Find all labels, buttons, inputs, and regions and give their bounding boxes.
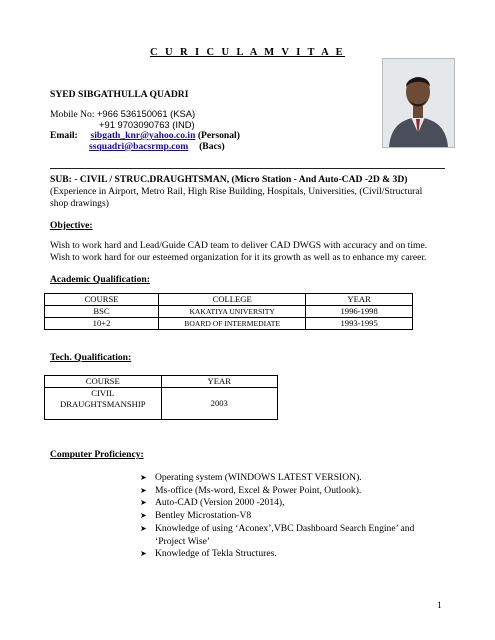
objective-heading: Objective:	[50, 220, 93, 231]
experience-text: (Experience in Airport, Metro Rail, High Rise Building, Hospitals, Universities, (Civil/Structural shop drawings)	[50, 186, 423, 209]
list-item-continuation: ‘Project Wise’	[155, 535, 211, 547]
list-item: ➤ Ms-office (Ms-word, Excel & Power Point, Outlook).	[140, 484, 362, 496]
profile-photo-image	[383, 59, 454, 147]
tech-header-course: COURSE	[45, 376, 162, 388]
list-item: ➤ Operating system (WINDOWS LATEST VERSION).	[140, 472, 362, 483]
objective-line-2: Wish to work hard for our esteemed organization for it its growth as well as to enhance my career.	[50, 252, 427, 263]
table-row	[45, 294, 413, 306]
email-personal-note: (Personal)	[197, 130, 240, 141]
mobile-number-ind: +91 9703090763 (IND)	[99, 119, 195, 130]
academic-cell-course: BSC	[45, 306, 159, 318]
email-line-2	[89, 141, 225, 153]
table-row	[45, 318, 413, 330]
list-item: ➤ Knowledge of using ‘Aconex’,VBC Dashboard Search Engine’ and	[140, 522, 415, 534]
arrow-bullet-icon: ➤	[140, 511, 147, 521]
computer-skill-list	[140, 472, 440, 561]
tech-heading: Tech. Qualification:	[50, 352, 132, 363]
academic-cell-course: 10+2	[45, 318, 159, 330]
email-bacs-link[interactable]: ssquadri@bacsrmp.com	[89, 141, 189, 152]
tech-header-year: YEAR	[161, 376, 278, 388]
academic-cell-college: KAKATIYA UNIVERSITY	[159, 306, 306, 318]
divider-line	[50, 168, 445, 169]
academic-heading: Academic Qualification:	[50, 274, 150, 285]
list-item: ➤ Knowledge of Tekla Structures.	[140, 548, 277, 560]
academic-header-year: YEAR	[306, 294, 413, 306]
email-label: Email:	[50, 130, 78, 141]
arrow-bullet-icon: ➤	[140, 473, 147, 482]
arrow-bullet-icon: ➤	[140, 523, 147, 533]
subject-line: SUB: - CIVIL / STRUC.DRAUGHTSMAN, (Micro Station - And Auto-CAD -2D & 3D)	[50, 174, 408, 185]
email-bacs-note: (Bacs)	[199, 141, 225, 152]
objective-line-1: Wish to work hard and Lead/Guide CAD team to deliver CAD DWGS with accuracy and on time.	[50, 240, 428, 251]
tech-cell-year: 2003	[161, 388, 278, 420]
academic-header-course: COURSE	[45, 294, 159, 306]
computer-heading: Computer Proficiency:	[50, 449, 144, 460]
mobile-label: Mobile No:	[50, 109, 95, 120]
arrow-bullet-icon: ➤	[140, 549, 147, 559]
cv-title: C U R I C U L A M V I T A E	[149, 47, 346, 58]
arrow-bullet-icon: ➤	[140, 498, 147, 508]
tech-table	[44, 375, 278, 420]
academic-cell-college: BOARD OF INTERMEDIATE	[159, 318, 306, 330]
arrow-bullet-icon: ➤	[140, 485, 147, 495]
mobile-number-ksa: +966 536150061 (KSA)	[96, 108, 196, 119]
academic-cell-year: 1996-1998	[306, 306, 413, 318]
tech-cell-course	[45, 388, 162, 420]
tech-course-line-1: CIVIL	[91, 388, 115, 398]
tech-course-line-2: DRAUGHTSMANSHIP	[60, 399, 146, 409]
academic-header-college: COLLEGE	[159, 294, 306, 306]
list-item: ➤ Bentley Microstation-V8	[140, 510, 252, 522]
page-number: 1	[437, 600, 442, 611]
list-item: ➤ Auto-CAD (Version 2000 -2014),	[140, 497, 285, 509]
academic-cell-year: 1993-1995	[306, 318, 413, 330]
table-row	[45, 388, 278, 420]
email-personal-link[interactable]: sibgath_knr@yahoo.co.in	[90, 130, 196, 141]
table-row	[45, 376, 278, 388]
candidate-name: SYED SIBGATHULLA QUADRI	[50, 89, 189, 100]
profile-photo	[382, 58, 455, 148]
academic-table	[44, 293, 413, 330]
table-row	[45, 306, 413, 318]
